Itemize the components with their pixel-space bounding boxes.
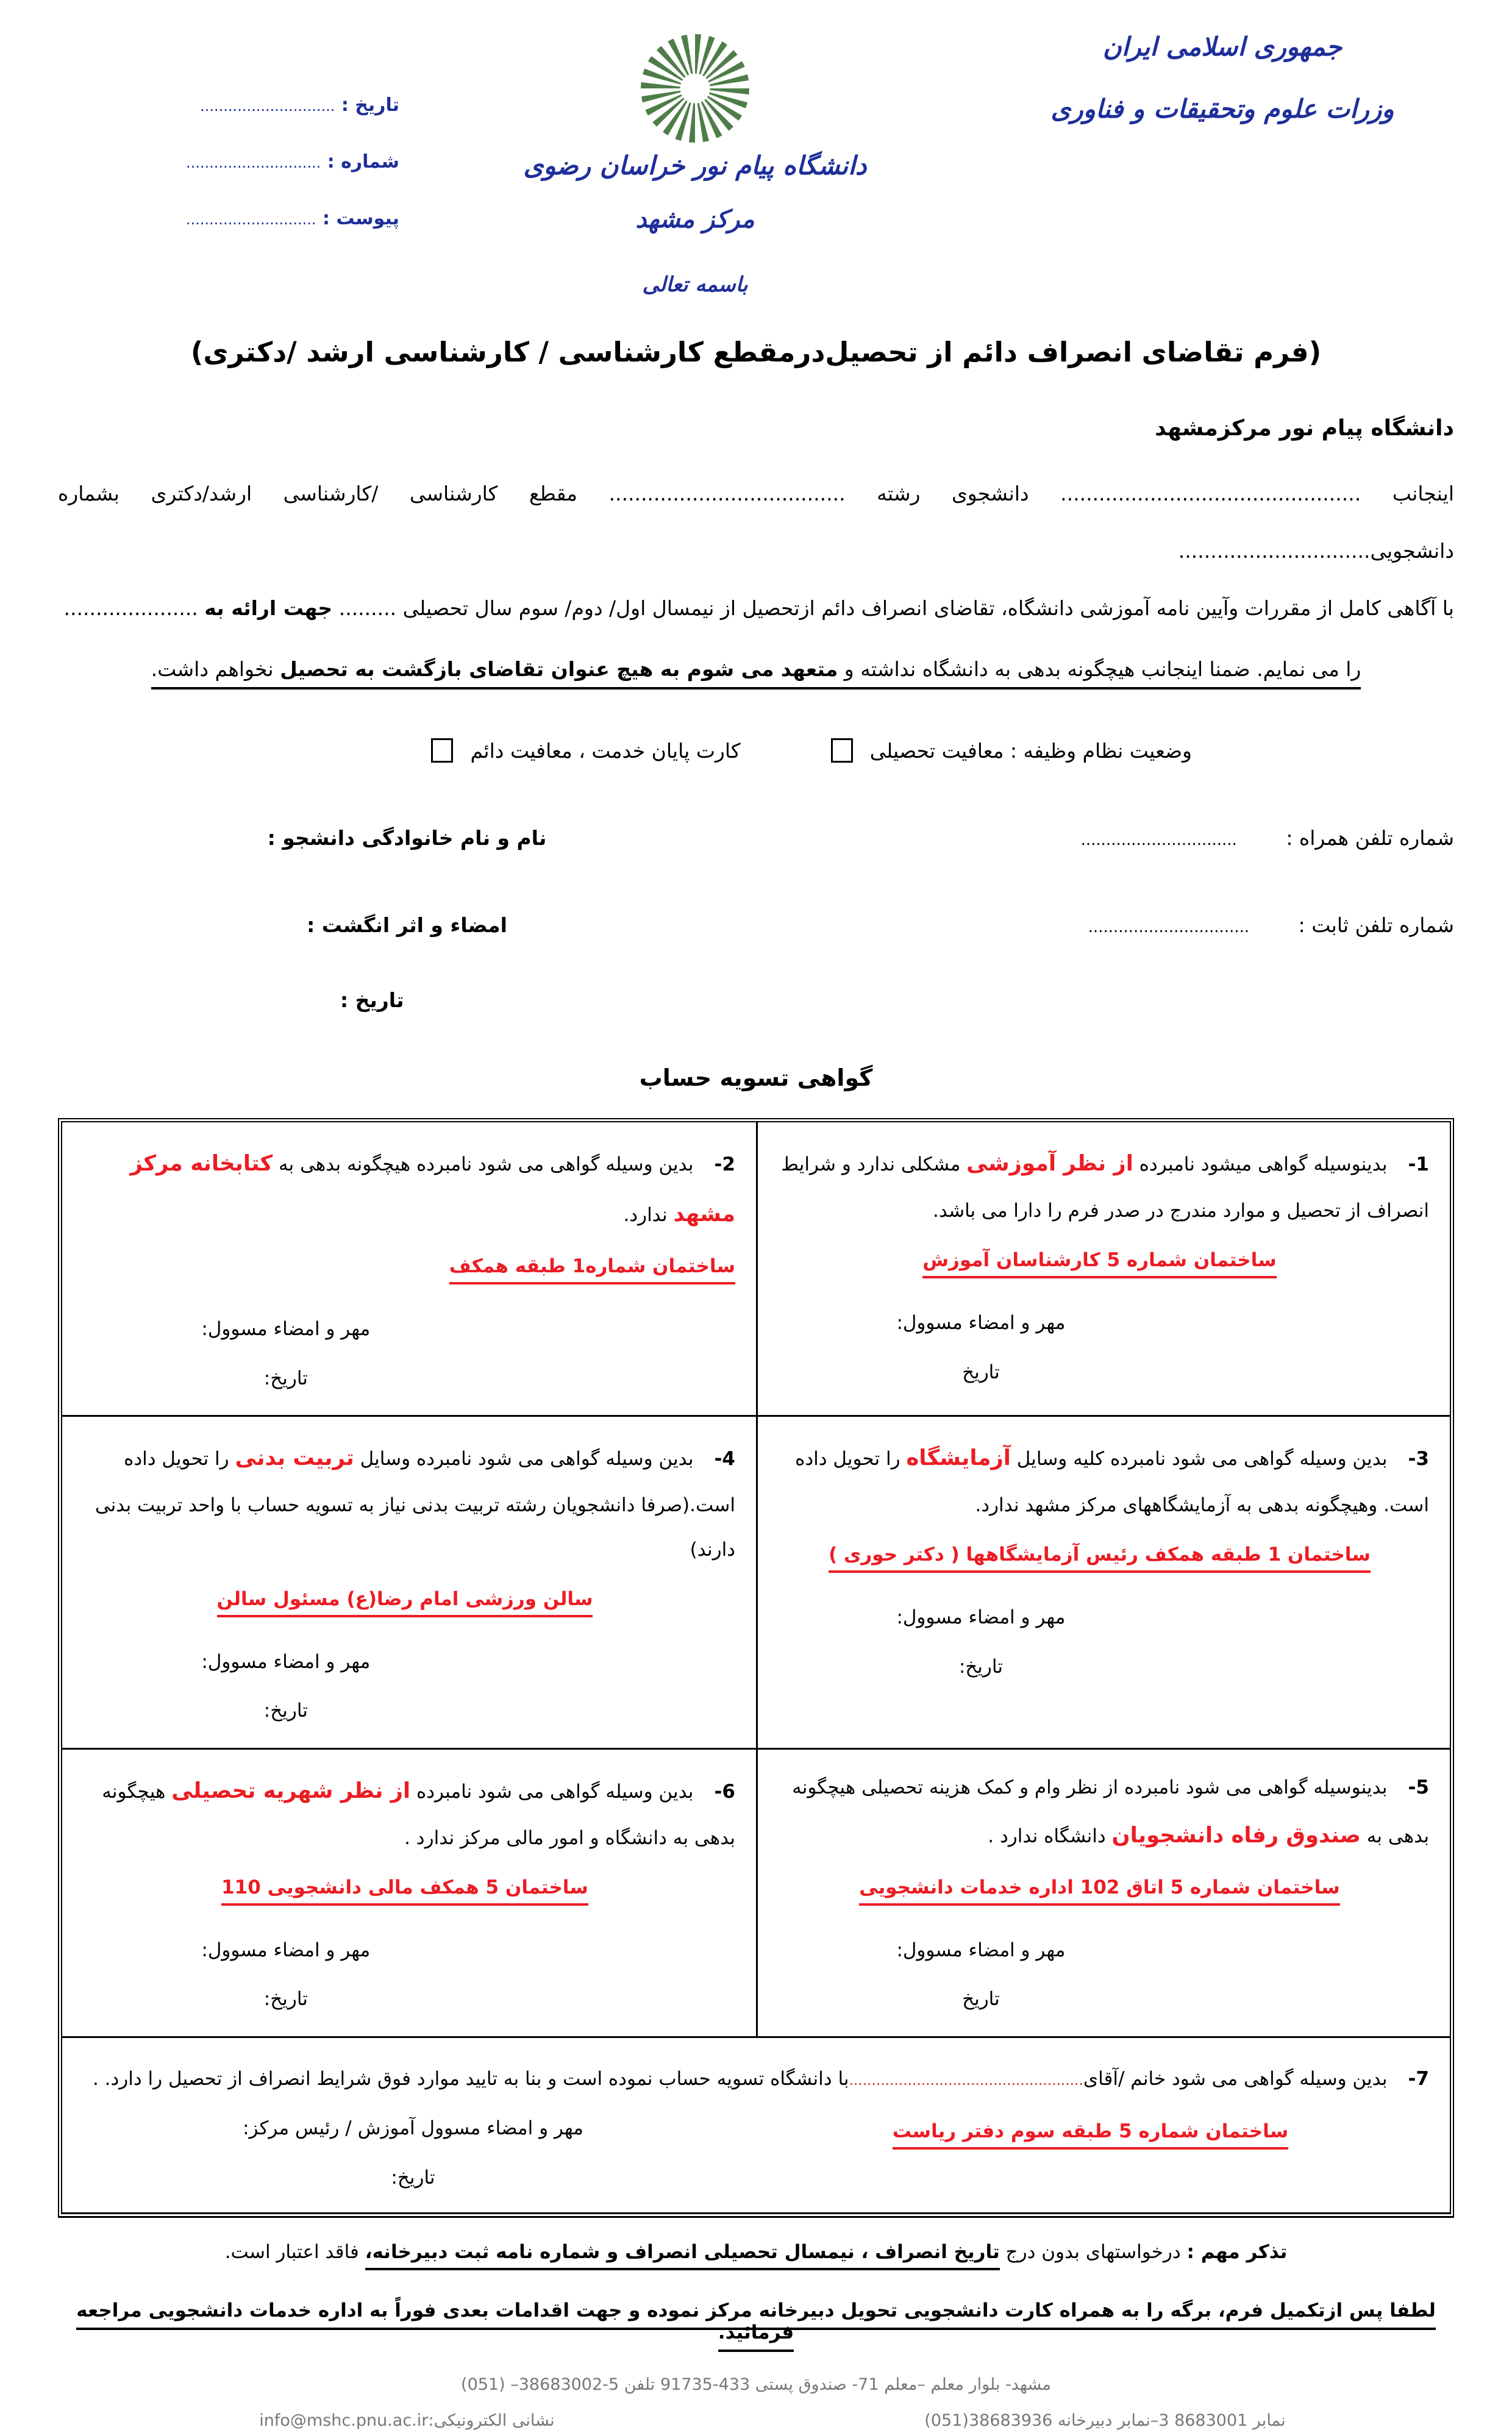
important-note-underlined: تاریخ انصراف ، نیمسال تحصیلی انصراف و شماره نامه ثبت دبیرخانه،	[365, 2241, 1000, 2270]
request-line-1: اینجانب ............................................... دانشجوی رشته ..................................... مقطع کارشناسی /کارشناسی ارشد/دکتری بشماره دانشجویی..............................	[58, 482, 1454, 563]
request-line-2-blank[interactable]: .....................	[63, 596, 205, 621]
military-status-label: وضعیت نظام وظیفه : معافیت تحصیلی	[869, 738, 1192, 763]
request-line-2	[58, 580, 1454, 637]
phone-label: شماره تلفن ثابت :	[1298, 913, 1454, 938]
item-7-bottom	[74, 2104, 1429, 2202]
field-date-label: تاریخ :	[341, 94, 399, 116]
letterhead-fields	[58, 77, 399, 247]
item-3-post: را تحویل داده است. وهیچگونه بدهی به آزمایشگاههای مرکز مشهد ندارد.	[795, 1448, 1429, 1517]
field-date	[58, 77, 399, 134]
item-1-stamp-label: مهر و امضاء مسوول:	[896, 1311, 1066, 1334]
important-note-post: فاقد اعتبار است.	[224, 2240, 365, 2263]
item-7-sign-area	[74, 2104, 752, 2202]
table-row-3	[62, 1748, 1450, 2036]
item-7-stamp-label: مهر و امضاء مسوول آموزش / رئیس مرکز:	[243, 2117, 583, 2140]
field-attachment	[58, 190, 399, 247]
item-7-location: ساختمان شماره 5 طبقه سوم دفتر ریاست	[752, 2109, 1429, 2202]
item-5-text	[770, 1765, 1429, 1861]
settlement-table	[58, 1118, 1454, 2217]
besmele-text: باسمه تعالی	[642, 273, 748, 297]
item-3-stamp-label: مهر و امضاء مسوول:	[896, 1606, 1066, 1629]
mobile-name-row	[58, 826, 1454, 850]
footer-email-line	[58, 2411, 756, 2430]
cell-item-7	[62, 2038, 1450, 2212]
footer-email-label: نشانی الکترونیکی:	[428, 2410, 555, 2430]
footer-address: مشهد- بلوار معلم –معلم 71- صندوق پستی 433-91735 تلفن 5-38683002– (051)	[461, 2375, 1051, 2394]
military-status-line	[58, 738, 1454, 763]
item-1-post: مشکلی ندارد و شرایط انصراف از تحصیل و موارد مندرج در صدر فرم را دارا می باشد.	[781, 1153, 1429, 1222]
university-center: مرکز مشهد	[635, 205, 755, 233]
final-instruction-text: لطفا پس ازتکمیل فرم، برگه را به همراه کارت دانشجویی تحویل دبیرخانه مرکز نموده و جهت اقدامات بعدی فوراً به اداره خدمات دانشجویی مراجعه فرمائید.	[76, 2300, 1436, 2352]
cell-item-6	[62, 1750, 756, 2036]
item-3-highlight: آزمایشگاه	[906, 1445, 1011, 1471]
item-5-date-label: تاریخ	[962, 1988, 1000, 2011]
item-3-sign-area	[810, 1593, 1152, 1691]
item-2-location: ساختمان شماره1 طبقه همکف	[74, 1244, 735, 1289]
item-5-post: دانشگاه ندارد .	[988, 1825, 1112, 1847]
item-2-number: 2-	[714, 1153, 735, 1176]
item-1-pre: بدینوسیله گواهی میشود نامبرده	[1133, 1153, 1388, 1176]
phone-field	[756, 913, 1454, 937]
item-1-number: 1-	[1408, 1153, 1429, 1176]
item-3-location: ساختمان 1 طبقه همکف رئیس آزمایشگاهها ( دکتر حوری )	[770, 1533, 1429, 1577]
footer-contact-row	[58, 2411, 1454, 2430]
item-4-sign-area	[114, 1637, 458, 1736]
item-1-sign-area	[810, 1299, 1152, 1397]
item-2-post: ندارد.	[623, 1204, 674, 1227]
page-header	[58, 23, 1454, 297]
field-date-blank[interactable]: .............................	[200, 98, 335, 115]
addressee-title: دانشگاه پیام نور مرکزمشهد	[1155, 416, 1454, 441]
item-7-pre: بدین وسیله گواهی می شود خانم /آقای	[1083, 2068, 1388, 2090]
item-7-name-blank[interactable]: ....................................................	[849, 2072, 1083, 2089]
page-footer	[58, 2375, 1454, 2430]
item-4-highlight: تربیت بدنی	[235, 1445, 354, 1471]
item-4-text	[74, 1433, 735, 1572]
item-4-number: 4-	[714, 1448, 735, 1470]
item-4-stamp-label: مهر و امضاء مسوول:	[201, 1650, 371, 1673]
footer-fax: نمابر 8683001 3–نمابر دبیرخانه 38683936(051)	[924, 2410, 1286, 2430]
student-date-label: تاریخ :	[340, 988, 404, 1013]
final-instruction	[58, 2300, 1454, 2343]
table-row-2	[62, 1415, 1450, 1748]
item-6-number: 6-	[714, 1781, 735, 1803]
form-title: (فرم تقاضای انصراف دائم از تحصیل‌درمقطع کارشناسی / کارشناسی ارشد /دکتری)	[190, 336, 1322, 368]
item-5-sign-area	[810, 1926, 1152, 2024]
student-name-label: نام و نام خانوادگی دانشجو :	[267, 826, 547, 850]
item-4-location: سالن ورزشی امام رضا(ع) مسئول سالن	[74, 1577, 735, 1622]
item-6-stamp-label: مهر و امضاء مسوول:	[201, 1939, 371, 1961]
item-2-sign-area	[114, 1305, 458, 1403]
important-note-label: تذکر مهم :	[1186, 2240, 1288, 2263]
field-attachment-label: پیوست :	[322, 208, 399, 229]
item-5-number: 5-	[1408, 1776, 1429, 1799]
cell-item-3	[756, 1417, 1450, 1748]
item-7-date-label: تاریخ:	[391, 2166, 435, 2189]
item-5-stamp-label: مهر و امضاء مسوول:	[896, 1939, 1066, 1961]
phone-blank[interactable]: ................................	[1088, 918, 1250, 937]
item-6-highlight: از نظر شهریه تحصیلی	[171, 1778, 411, 1804]
ministry-title: وزرات علوم وتحقیقات و فناوری	[1050, 94, 1394, 124]
commitment-bold: متعهد می شوم به هیچ عنوان تقاضای بازگشت به تحصیل	[280, 657, 838, 682]
commitment-pre: را می نمایم. ضمنا اینجانب هیچگونه بدهی به دانشگاه نداشته و	[838, 657, 1361, 682]
item-2-text	[74, 1138, 735, 1239]
checkbox-service-completion[interactable]	[431, 738, 453, 763]
item-3-pre: بدین وسیله گواهی می شود نامبرده کلیه وسایل	[1010, 1448, 1388, 1470]
military-status-option2: کارت پایان خدمت ، معافیت دائم	[470, 738, 741, 763]
cell-item-4	[62, 1417, 756, 1748]
important-note	[58, 2241, 1454, 2263]
request-paragraph	[58, 465, 1454, 698]
item-1-highlight: از نظر آموزشی	[966, 1151, 1133, 1177]
checkbox-educational-exemption[interactable]	[831, 738, 853, 763]
item-6-text	[74, 1765, 735, 1861]
field-number-label: شماره :	[327, 151, 399, 173]
ministry-header	[991, 32, 1454, 125]
cell-item-5	[756, 1750, 1450, 2036]
table-row-4	[62, 2036, 1450, 2212]
item-5-location: ساختمان شماره 5 اتاق 102 اداره خدمات دانشجویی	[770, 1865, 1429, 1910]
item-5-pre: بدینوسیله گواهی می شود نامبرده از نظر وام و کمک هزینه تحصیلی هیچگونه بدهی به	[792, 1776, 1429, 1847]
field-number	[58, 134, 399, 190]
request-line-3	[58, 641, 1454, 698]
commitment-post: نخواهم داشت.	[151, 657, 280, 682]
item-6-pre: بدین وسیله گواهی می شود نامبرده	[410, 1781, 694, 1803]
item-1-text	[770, 1138, 1429, 1233]
settlement-section-title: گواهی تسویه حساب	[639, 1064, 873, 1092]
commitment-statement	[151, 657, 1361, 689]
university-name: دانشگاه پیام نور خراسان رضوی	[523, 151, 867, 180]
field-attachment-blank[interactable]: ............................	[185, 211, 316, 228]
item-2-pre: بدین وسیله گواهی می شود نامبرده هیچگونه بدهی به	[273, 1153, 694, 1176]
item-5-highlight: صندوق رفاه دانشجویان	[1111, 1822, 1361, 1848]
item-7-number: 7-	[1408, 2068, 1429, 2090]
cell-item-1	[756, 1122, 1450, 1415]
mobile-blank[interactable]: ...............................	[1080, 831, 1237, 850]
item-7-text	[74, 2056, 1429, 2101]
signature-label: امضاء و اثر انگشت :	[307, 913, 507, 938]
item-3-text	[770, 1433, 1429, 1528]
footer-email-address[interactable]: info@mshc.pnu.ac.ir	[259, 2410, 429, 2430]
field-number-blank[interactable]: .............................	[185, 154, 321, 171]
item-1-location: ساختمان شماره 5 کارشناسان آموزش	[770, 1238, 1429, 1283]
university-header	[500, 23, 890, 297]
item-2-highlight: کتابخانه مرکز مشهد	[130, 1151, 735, 1227]
pnu-sunburst-logo-icon	[641, 34, 749, 143]
item-6-post: هیچگونه بدهی به دانشگاه و امور مالی مرکز ندارد .	[102, 1781, 735, 1850]
item-6-location: ساختمان 5 همکف مالی دانشجویی 110	[74, 1865, 735, 1910]
item-7-post: با دانشگاه تسویه حساب نموده است و بنا به تایید موارد فوق شرایط انصراف از تحصیل را دارد. .	[92, 2068, 849, 2090]
republic-title: جمهوری اسلامی ایران	[1102, 32, 1343, 62]
item-2-date-label: تاریخ:	[263, 1367, 308, 1389]
item-4-pre: بدین وسیله گواهی می شود نامبرده وسایل	[354, 1448, 694, 1470]
item-2-stamp-label: مهر و امضاء مسوول:	[201, 1318, 371, 1341]
item-3-number: 3-	[1408, 1448, 1429, 1470]
important-note-pre: درخواستهای بدون درج	[999, 2240, 1187, 2263]
request-line-2-text: با آگاهی کامل از مقررات وآیین نامه آموزشی دانشگاه، تقاضای انصراف دائم ازتحصیل از نیمسال اول/ دوم/ سوم سال تحصیلی .........	[332, 596, 1454, 621]
item-3-date-label: تاریخ:	[958, 1655, 1003, 1678]
mobile-label: شماره تلفن همراه :	[1286, 826, 1454, 850]
item-1-date-label: تاریخ	[962, 1361, 1000, 1383]
item-6-sign-area	[114, 1926, 458, 2024]
request-line-2-bold: جهت ارائه به	[204, 596, 333, 621]
item-4-post: را تحویل داده است.(صرفا دانشجویان رشته تربیت بدنی نیاز به تسویه حساب با واحد تربیت بدنی دارند)	[94, 1448, 735, 1561]
cell-item-2	[62, 1122, 756, 1415]
item-4-date-label: تاریخ:	[263, 1700, 308, 1722]
table-row-1	[62, 1122, 1450, 1415]
phone-signature-row	[58, 913, 1454, 937]
item-6-date-label: تاریخ:	[263, 1988, 308, 2011]
mobile-field	[756, 826, 1454, 850]
